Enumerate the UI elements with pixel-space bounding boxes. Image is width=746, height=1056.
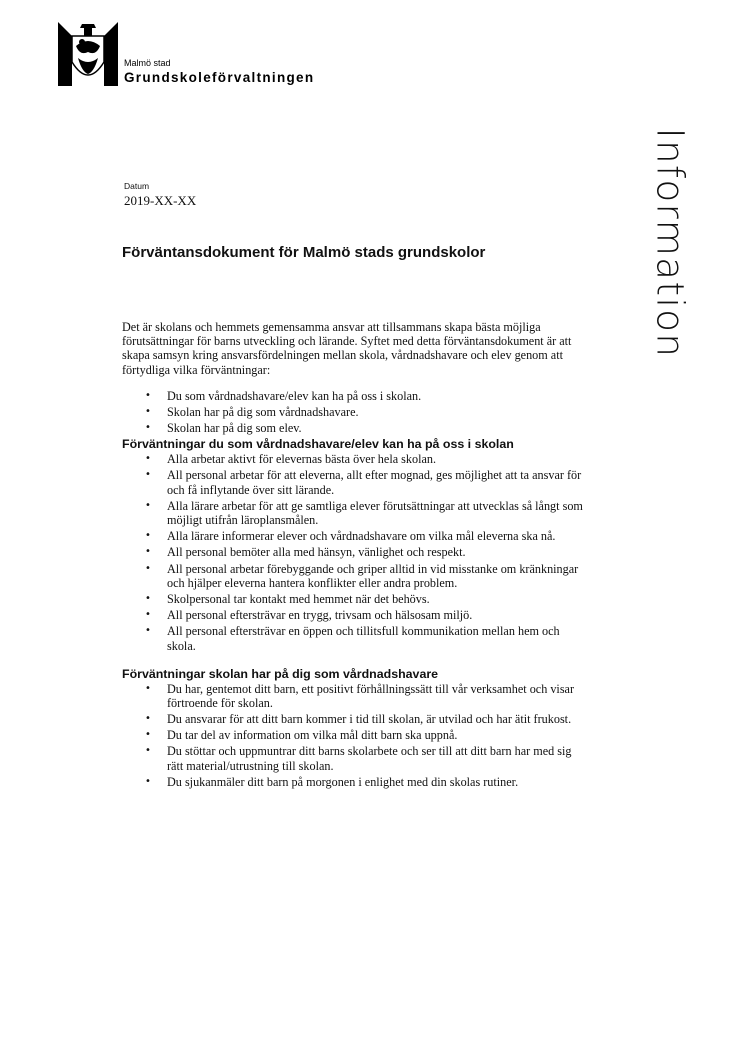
org-name: Grundskoleförvaltningen	[124, 70, 315, 85]
document-type-text: Information	[648, 127, 692, 359]
list-item: • All personal eftersträvar en öppen och tillitsfull kommunikation mellan hem och skola.	[167, 624, 590, 652]
section-heading: Förväntningar skolan har på dig som vårdnadshavare	[122, 666, 439, 681]
intro-list	[122, 389, 590, 436]
list-item: • Alla lärare arbetar för att ge samtliga elever förutsättningar att utvecklas så långt som möjligt utifrån läroplansmålen.	[167, 499, 590, 527]
section-heading: Förväntningar du som vårdnadshavare/elev kan ha på oss i skolan	[122, 437, 514, 452]
section-list	[122, 682, 590, 789]
list-item: • Du sjukanmäler ditt barn på morgonen i enlighet med din skolas rutiner.	[167, 775, 590, 789]
list-item: • Du stöttar och uppmuntrar ditt barns skolarbete och ser till att ditt barn har med sig rätt material/utrustning till skolan.	[167, 744, 590, 772]
org-name-small: Malmö stad	[124, 58, 171, 68]
list-item: • All personal bemöter alla med hänsyn, vänlighet och respekt.	[167, 545, 590, 559]
list-item: • All personal arbetar för att eleverna, allt efter mognad, ges möjlighet att ta ansvar för och få inflytande över sitt lärande.	[167, 468, 590, 496]
document-body	[122, 320, 590, 791]
document-type-label	[642, 103, 698, 383]
list-item: • Du tar del av information om vilka mål ditt barn ska uppnå.	[167, 728, 590, 742]
list-item: • Du som vårdnadshavare/elev kan ha på oss i skolan.	[167, 389, 590, 403]
malmo-coat-of-arms-icon	[58, 22, 118, 86]
list-item: • Skolpersonal tar kontakt med hemmet när det behövs.	[167, 592, 590, 606]
list-item: • Alla arbetar aktivt för elevernas bästa över hela skolan.	[167, 452, 590, 466]
date-label: Datum	[124, 181, 150, 191]
section-list	[122, 452, 590, 653]
list-item: • Alla lärare informerar elever och vårdnadshavare om vilka mål eleverna ska nå.	[167, 529, 590, 543]
list-item: • Du ansvarar för att ditt barn kommer i tid till skolan, är utvilad och har ätit frukost.	[167, 712, 590, 726]
list-item: • All personal eftersträvar en trygg, trivsam och hälsosam miljö.	[167, 608, 590, 622]
intro-paragraph: Det är skolans och hemmets gemensamma ansvar att tillsammans skapa bästa möjliga förutsättningar för barns utveckling och lärande. Syftet med detta förväntansdokument är att skapa samsyn kring ansvarsfördelningen mellan skola, vårdnadshavare och elev genom att förtydliga vilka förväntningar:	[122, 320, 572, 377]
list-item: • Skolan har på dig som vårdnadshavare.	[167, 405, 590, 419]
document-title: Förväntansdokument för Malmö stads grundskolor	[122, 244, 486, 261]
list-item: • Du har, gentemot ditt barn, ett positivt förhållningssätt till vår verksamhet och visar förtroende för skolan.	[167, 682, 590, 710]
list-item: • All personal arbetar förebyggande och griper alltid in vid misstanke om kränkningar och hjälper eleverna hantera konflikter eller andra problem.	[167, 562, 590, 590]
date-value: 2019-XX-XX	[124, 193, 197, 208]
list-item: • Skolan har på dig som elev.	[167, 421, 590, 435]
